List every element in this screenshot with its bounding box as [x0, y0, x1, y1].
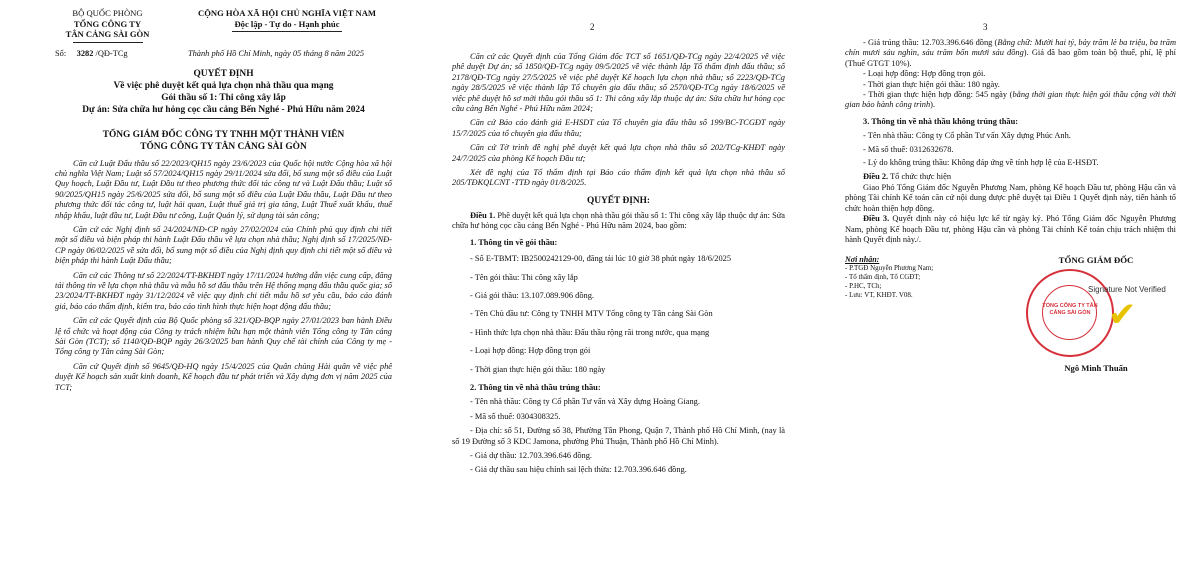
issuing-agency — [55, 8, 160, 43]
page-number: 2 — [590, 22, 595, 32]
winning-price: - Giá trúng thầu: 12.703.396.646 đồng (Bằng chữ: Mười hai tỷ, bảy trăm lẻ ba triệu, ba trăm chín mươi sáu nghìn, sáu trăm bốn mươi sáu đồng). Giá đã bao gồm toàn bộ thuế, phí, lệ phí (Thuế GTGT 10%). — [845, 38, 1176, 68]
republic-name: CỘNG HÒA XÃ HỘI CHỦ NGHĨA VIỆT NAM — [197, 8, 377, 18]
section-2-heading: 2. Thông tin về nhà thầu trúng thầu: — [470, 382, 601, 392]
list-item: - Hình thức lựa chọn nhà thầu: Đấu thầu rộng rãi trong nước, qua mạng — [470, 327, 710, 337]
list-item: - Tên gói thầu: Thi công xây lắp — [470, 272, 578, 282]
legal-basis-2: Căn cứ các Nghị định số 24/2024/NĐ-CP ngày 27/02/2024 của Chính phủ quy định chi tiết một số điều và biện pháp thi hành Luật Đấu thầu về lựa chọn nhà thầu; Nghị định số 17/2025/NĐ-CP ngày 06/02/2025 về sửa đổi, bổ sung một số điều của Nghị định quy định chi tiết một số điều và biện pháp thi hành Luật Đấu thầu; — [55, 224, 392, 266]
article-1: Điều 1. Phê duyệt kết quả lựa chọn nhà thầu gói thầu số 1: Thi công xây lắp thuộc dự án: Sửa chữa hư hỏng cọc cầu cảng Bến Nghé - Phú Hữu năm 2024, bao gồm: — [452, 210, 786, 231]
list-item: - Địa chỉ: số 51, Đường số 38, Phường Tân Phong, Quận 7, Thành phố Hồ Chí Minh, (nay là số 19 Đường số 3 KDC Jamona, phường Phú Thuận, Thành phố Hồ Chí Minh). — [452, 426, 785, 446]
document-header — [55, 8, 392, 43]
ministry-name: BỘ QUỐC PHÒNG — [72, 8, 143, 18]
decide-heading: QUYẾT ĐỊNH: — [586, 195, 651, 206]
issuer-line1: TỔNG GIÁM ĐỐC CÔNG TY TNHH MỘT THÀNH VIÊN — [102, 129, 345, 140]
recipients — [845, 255, 980, 375]
decision-title: QUYẾT ĐỊNH — [193, 68, 254, 79]
decision-subject: Về việc phê duyệt kết quả lựa chọn nhà thầu qua mạng — [113, 80, 334, 91]
legal-basis-8: Căn cứ Tờ trình đề nghị phê duyệt kết quả lựa chọn nhà thầu số 202/TCg-KHĐT ngày 24/7/2025 của phòng Kế hoạch Đầu tư; — [452, 143, 785, 163]
package-info-list — [452, 254, 785, 375]
agency-underline — [73, 42, 143, 43]
list-item: - Mã số thuế: 0312632678. — [863, 144, 954, 154]
document-date: Thành phố Hồ Chí Minh, ngày 05 tháng 8 năm 2025 — [187, 48, 365, 58]
legal-basis-7: Căn cứ Báo cáo đánh giá E-HSDT của Tổ chuyên gia đấu thầu số 199/BC-TCGĐT ngày 15/7/2025 của tổ chuyên gia đấu thầu; — [452, 118, 785, 138]
page-number: 3 — [983, 22, 988, 32]
seal-text: TỔNG CÔNG TY TÂN CẢNG SÀI GÒN — [1042, 303, 1098, 316]
corporation-line1: TỔNG CÔNG TY — [73, 18, 142, 29]
motto-underline — [232, 31, 342, 32]
list-item: - Tên nhà thầu: Công ty Cổ phần Tư vấn Xây dựng Phúc Anh. — [863, 131, 1071, 141]
list-item: - Loại hợp đồng: Hợp đồng trọn gói — [470, 346, 591, 356]
signer-title: TỔNG GIÁM ĐỐC — [1058, 255, 1134, 266]
article-2-heading: Điều 2. Tổ chức thực hiện — [863, 172, 952, 182]
issuer-line2: TỔNG CÔNG TY TÂN CẢNG SÀI GÒN — [140, 141, 307, 152]
page-1 — [0, 0, 410, 577]
recipient-item: - Lưu: VT, KHĐT. V08. — [845, 291, 913, 300]
article-2-text: Giao Phó Tổng Giám đốc Nguyễn Phương Nam, phòng Kế hoạch Đầu tư, phòng Hậu cần và phòng Tài chính Kế toán căn cứ nội dung được phê duyệt tại Điều 1 Quyết định này, tiến hành tổ chức hoàn thiện hợp đồng. — [845, 182, 1176, 213]
recipient-item: - Tổ thẩm định, Tổ CGĐT; — [845, 273, 921, 282]
package-name: Gói thầu số 1: Thi công xây lắp — [161, 92, 286, 103]
winner-info-list — [452, 397, 785, 475]
section-3-heading: 3. Thông tin về nhà thầu không trúng thầu: — [863, 116, 1019, 126]
signer — [1016, 255, 1176, 375]
recipient-item: - P.TGĐ Nguyễn Phương Nam; — [845, 264, 934, 273]
section-1-heading: 1. Thông tin về gói thầu: — [470, 237, 558, 247]
signer-name: Ngô Minh Thuấn — [1064, 363, 1128, 374]
list-item: - Số E-TBMT: IB2500242129-00, đăng tải lúc 10 giờ 38 phút ngày 18/6/2025 — [470, 254, 732, 264]
execution-time: - Thời gian thực hiện gói thầu: 180 ngày. — [863, 79, 1000, 89]
page-3 — [805, 0, 1200, 577]
recipient-item: - P.HC, TCh; — [845, 282, 882, 291]
list-item: - Tên Chủ đầu tư: Công ty TNHH MTV Tổng công ty Tân cảng Sài Gòn — [470, 309, 713, 319]
legal-basis-9: Xét đề nghị của Tổ thẩm định tại Báo cáo thẩm định kết quả lựa chọn nhà thầu số 205/TĐKQLCNT -TTĐ ngày 01/8/2025. — [452, 168, 785, 188]
document-number: Số: 3282 /QĐ-TCg — [55, 48, 128, 58]
signature-status: Signature Not Verified — [1088, 285, 1166, 295]
list-item: - Thời gian thực hiện gói thầu: 180 ngày — [470, 364, 606, 374]
legal-basis-6: Căn cứ các Quyết định của Tổng Giám đốc TCT số 1651/QĐ-TCg ngày 22/4/2025 về việc phê duyệt Dự án; số 1850/QĐ-TCg ngày 09/5/2025 về việc thành lập Tổ thẩm định đấu thầu; số 2178/QĐ-TCg ngày 27/5/2025 về việc phê duyệt Kế hoạch lựa chọn nhà thầu; số 2223/QĐ-TCg ngày 28/5/2025 về việc thành lập Tổ chuyên gia đấu thầu; số 2570/QĐ-TCg ngày 18/6/2025 về việc phê duyệt hồ sơ mời thầu gói thầu số 1: Thi công xây lắp thuộc dự án: Sửa chữa hư hỏng cọc cầu cảng Bến Nghé - Phú Hữu năm 2024; — [452, 52, 785, 114]
legal-basis-5: Căn cứ Quyết định số 9645/QĐ-HQ ngày 15/4/2025 của Quân chủng Hải quân về việc phê duyệt Kế hoạch sản xuất kinh doanh, Kế hoạch đầu tư phát triển và Xây dựng đơn vị năm 2025 của TCT; — [55, 361, 392, 392]
contract-duration: - Thời gian thực hiện hợp đồng: 545 ngày (bằng thời gian thực hiện gói thầu cộng với thời gian bảo hành công trình). — [845, 90, 1176, 110]
national-title — [182, 8, 392, 43]
page-2 — [410, 0, 805, 577]
list-item: - Mã số thuế: 0304308325. — [470, 411, 561, 421]
signature-check-icon: ✔ — [1108, 295, 1137, 336]
signature-block — [845, 255, 1176, 375]
project-name: Dự án: Sửa chữa hư hỏng cọc cầu cảng Bến Nghé - Phú Hữu năm 2024 — [82, 104, 365, 115]
legal-basis-3: Căn cứ các Thông tư số 22/2024/TT-BKHĐT ngày 17/11/2024 hướng dẫn việc cung cấp, đăng tải thông tin về lựa chọn nhà thầu và mẫu hồ sơ đấu thầu trên Hệ thống mạng đấu thầu quốc gia; số 23/2024/TT-BKHĐT ngày 31/12/2024 về việc quy định chi tiết mẫu hồ sơ yêu cầu, báo cáo đánh giá, báo cáo thẩm định, kiểm tra, báo cáo tình hình thực hiện hoạt động đấu thầu; — [55, 270, 392, 311]
official-seal — [1026, 269, 1114, 357]
recipients-label: Nơi nhận: — [845, 255, 880, 265]
document-number-row — [55, 49, 392, 58]
list-item: - Lý do không trúng thầu: Không đáp ứng về tính hợp lệ của E-HSĐT. — [863, 158, 1099, 168]
list-item: - Giá dự thầu sau hiệu chỉnh sai lệch thừa: 12.703.396.646 đồng. — [470, 465, 687, 475]
corporation-line2: TÂN CẢNG SÀI GÒN — [65, 29, 150, 39]
contract-type: - Loại hợp đồng: Hợp đồng trọn gói. — [863, 69, 986, 79]
list-item: - Giá gói thầu: 13.107.089.906 đồng. — [470, 290, 594, 300]
article-3: Điều 3. Quyết định này có hiệu lực kể từ ngày ký. Phó Tổng Giám đốc Nguyễn Phương Nam, phòng Kế hoạch Đầu tư, phòng Hậu cần và phòng Tài chính Kế toán chịu trách nhiệm thi hành Quyết định này./. — [845, 214, 1176, 244]
legal-basis-1: Căn cứ Luật Đấu thầu số 22/2023/QH15 ngày 23/6/2023 của Quốc hội nước Cộng hòa xã hội chủ nghĩa Việt Nam; Luật số 57/2024/QH15 ngày 29/11/2024 sửa đổi, bổ sung một số điều của Luật Quy hoạch, Luật Đầu tư, Luật Đầu tư theo phương thức đối tác công tư và Luật Đấu thầu; Luật số 90/2025/QH15 ngày 25/6/2025 sửa đổi, bổ sung một số điều của Luật Đấu thầu, Luật Đầu tư theo phương thức đối tác công tư, luật hải quan, Luật thuế giá trị gia tăng, Luật Thuế xuất khẩu, thuế nhập khẩu, luật đầu tư, Luật Đầu tư công, Luật Quản lý, sử dụng tài sản công; — [55, 158, 392, 220]
national-motto: Độc lập - Tự do - Hạnh phúc — [234, 18, 340, 29]
legal-basis-4: Căn cứ các Quyết định của Bộ Quốc phòng số 321/QĐ-BQP ngày 27/01/2023 ban hành Điều lệ tổ chức và hoạt động của Công ty trách nhiệm hữu hạn một thành viên Tổng công ty Tân cảng Sài Gòn (TCT); số 1140/QĐ-BQP ngày 26/3/2025 ban hành Quy chế tài chính của Công ty mẹ - Tổng công ty Tân cảng Sài Gòn; — [55, 316, 392, 357]
list-item: - Tên nhà thầu: Công ty Cổ phần Tư vấn và Xây dựng Hoàng Giang. — [470, 397, 700, 407]
list-item: - Giá dự thầu: 12.703.396.646 đồng. — [470, 450, 593, 460]
